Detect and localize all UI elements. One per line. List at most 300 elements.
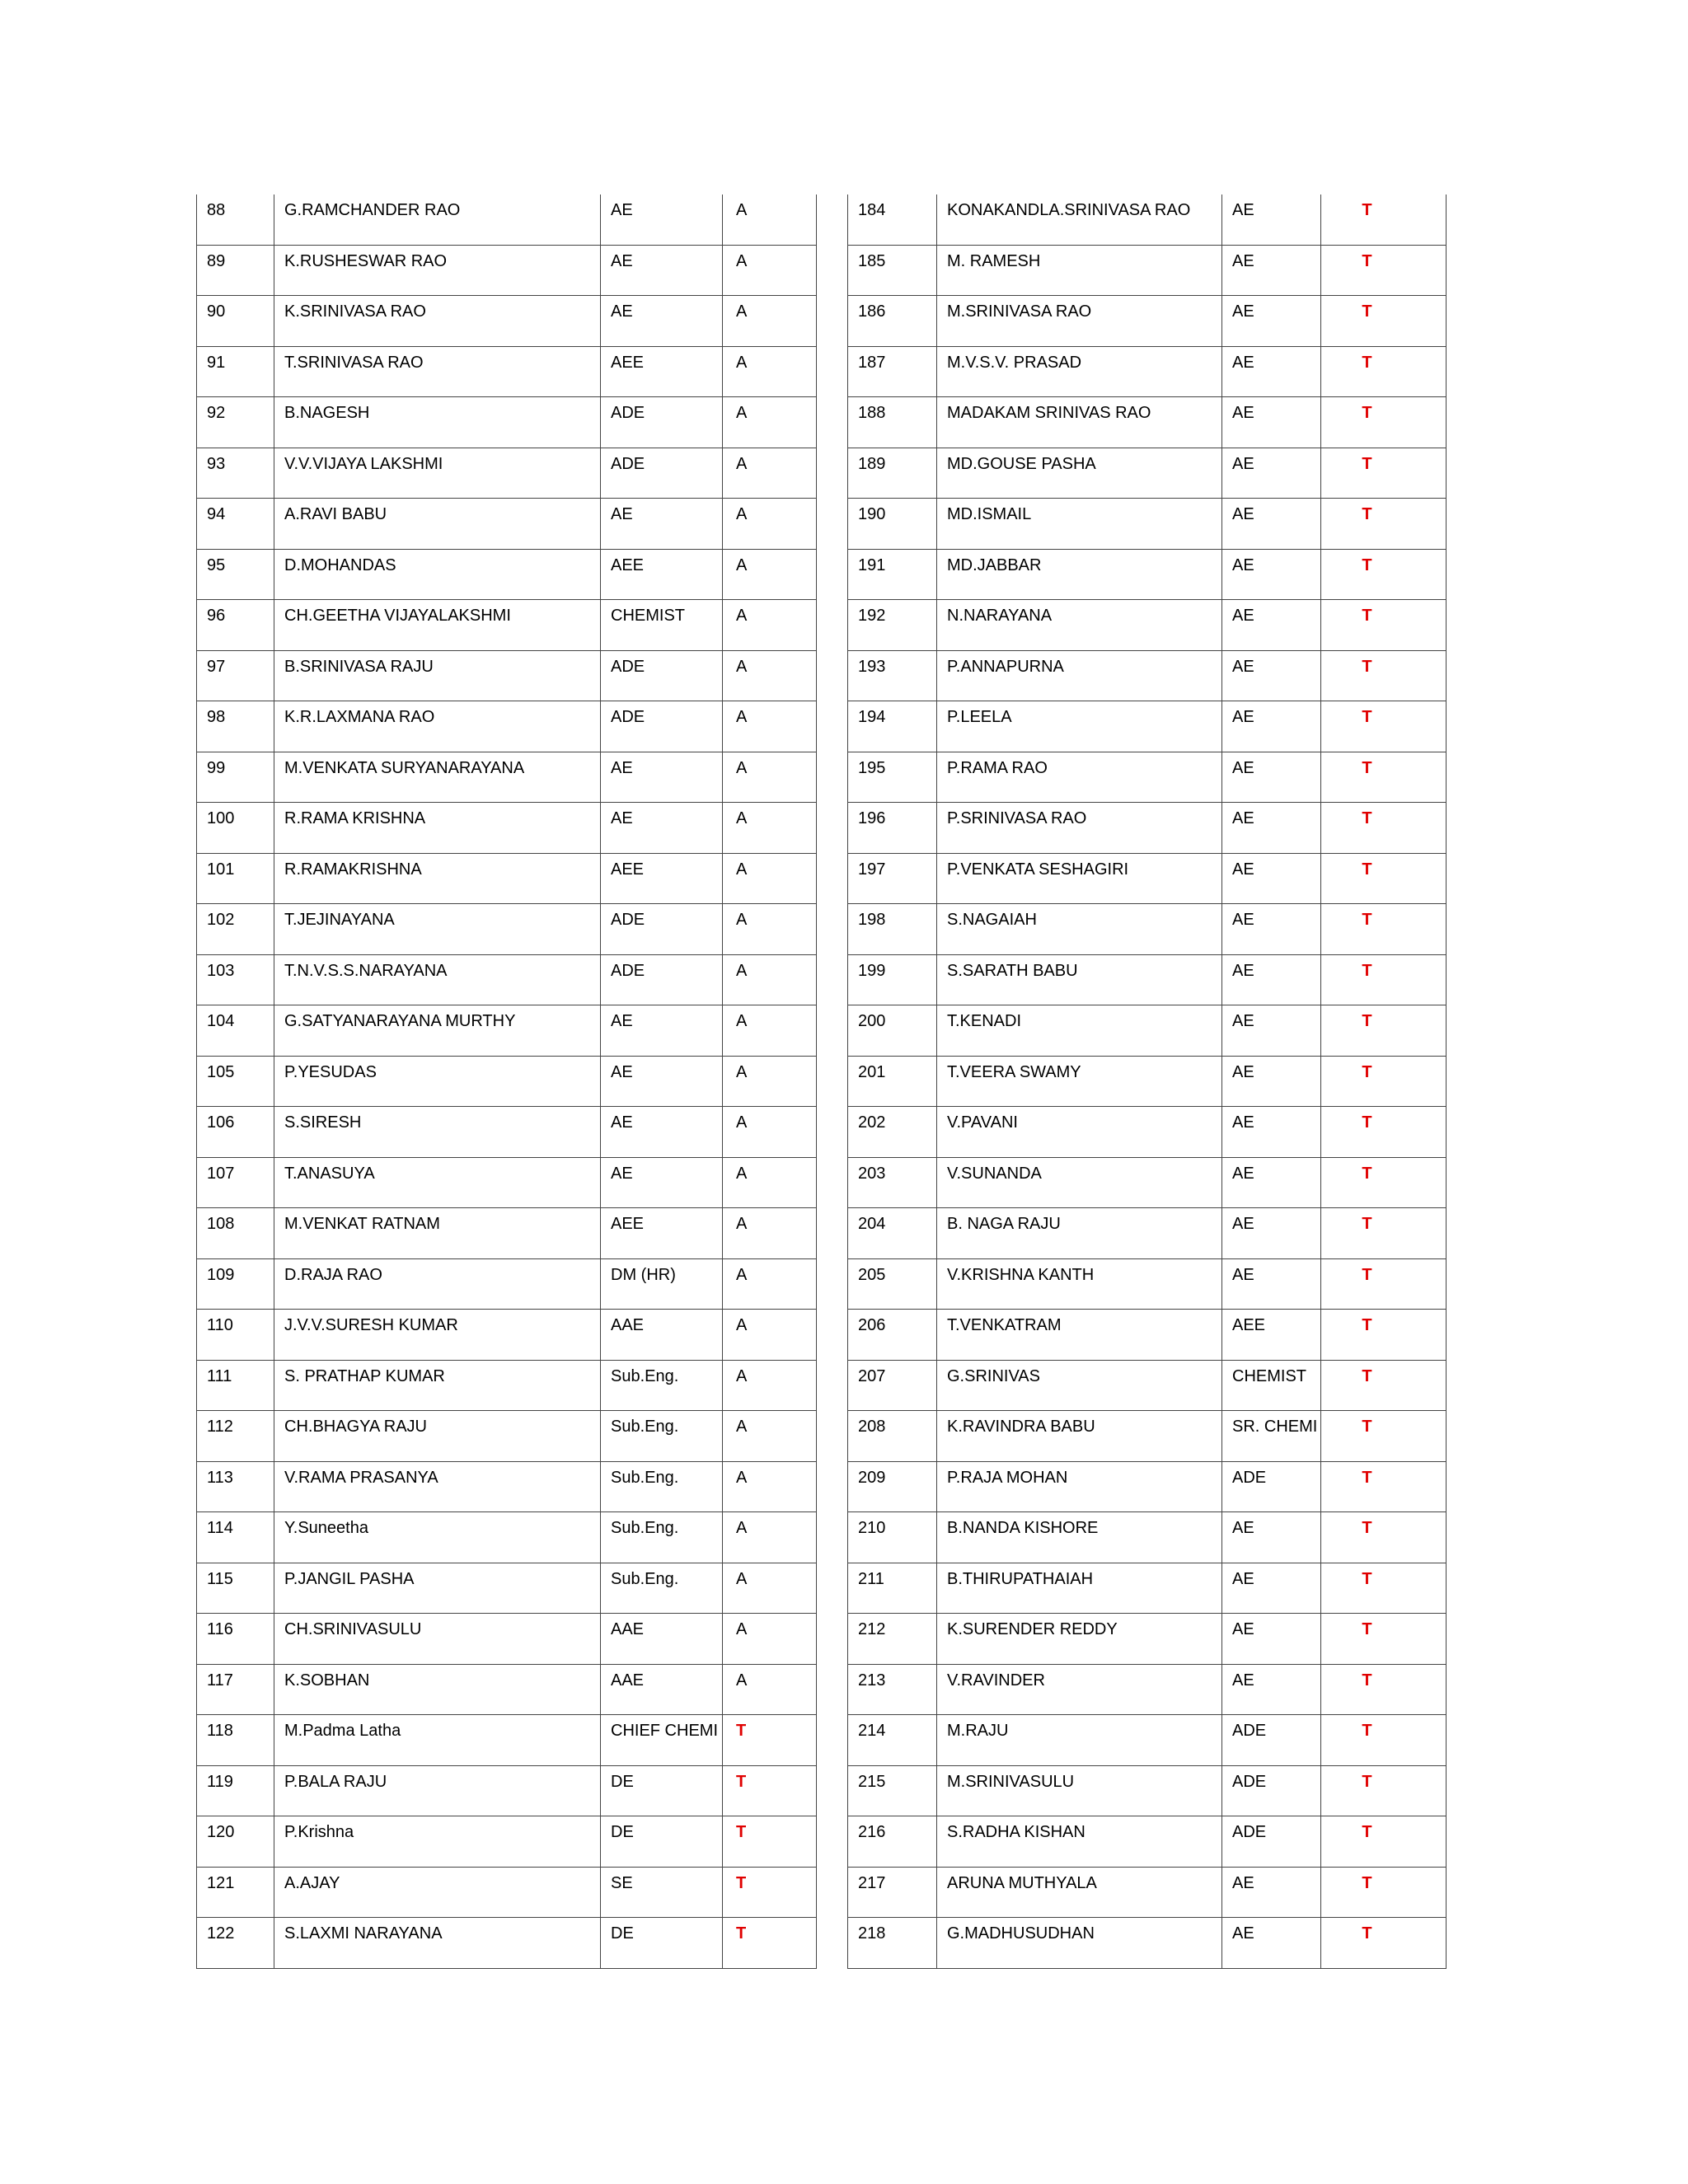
designation-text: AE <box>1232 404 1254 422</box>
serial-number-cell <box>848 650 937 701</box>
status-text: A <box>736 809 748 827</box>
designation-text: AE <box>1232 1164 1254 1183</box>
serial-number-text: 113 <box>207 1468 233 1487</box>
designation-text: AE <box>611 758 633 777</box>
serial-number-text: 89 <box>207 251 226 270</box>
table-row <box>848 296 1447 347</box>
status-text: T <box>1362 758 1372 777</box>
status-cell <box>1321 1005 1447 1057</box>
status-text: A <box>736 708 748 726</box>
table-row <box>197 853 817 904</box>
status-cell <box>1321 549 1447 600</box>
status-text: T <box>1362 1215 1372 1233</box>
employee-name-text: K.RUSHESWAR RAO <box>284 251 448 270</box>
status-cell <box>723 701 817 752</box>
table-row <box>848 803 1447 854</box>
serial-number-text: 114 <box>207 1519 233 1537</box>
employee-name-cell <box>274 1512 601 1563</box>
employee-name-text: R.RAMA KRISHNA <box>284 809 426 827</box>
employee-name-text: V.V.VIJAYA LAKSHMI <box>284 454 443 473</box>
table-row <box>848 1715 1447 1766</box>
status-text: T <box>1362 302 1372 321</box>
designation-text: AE <box>1232 302 1254 321</box>
serial-number-cell <box>848 549 937 600</box>
employee-name-cell <box>937 1056 1222 1107</box>
designation-text: ADE <box>611 911 645 929</box>
designation-text: AE <box>1232 1671 1254 1690</box>
right-roster-body <box>848 194 1447 1968</box>
designation-text: AE <box>611 809 633 827</box>
table-row <box>848 346 1447 397</box>
serial-number-text: 111 <box>207 1366 232 1385</box>
serial-number-text: 118 <box>207 1722 233 1740</box>
employee-name-cell <box>937 1918 1222 1969</box>
status-cell <box>723 904 817 955</box>
status-text: T <box>1362 1519 1372 1537</box>
designation-text: Sub.Eng. <box>611 1519 679 1537</box>
status-cell <box>723 1360 817 1411</box>
status-cell <box>1321 752 1447 803</box>
designation-cell <box>1222 1867 1321 1918</box>
employee-name-cell <box>274 1715 601 1766</box>
status-text: T <box>1362 1164 1372 1183</box>
status-cell <box>1321 1563 1447 1614</box>
employee-name-text: A.RAVI BABU <box>284 505 387 523</box>
serial-number-cell <box>197 194 274 245</box>
employee-name-text: G.MADHUSUDHAN <box>947 1924 1095 1943</box>
serial-number-text: 116 <box>207 1620 233 1638</box>
employee-name-text: S.RADHA KISHAN <box>947 1823 1085 1841</box>
designation-cell <box>1222 803 1321 854</box>
employee-name-cell <box>274 954 601 1005</box>
employee-name-cell <box>937 1614 1222 1665</box>
designation-cell <box>601 650 723 701</box>
serial-number-text: 121 <box>207 1873 235 1892</box>
designation-text: AE <box>1232 758 1254 777</box>
status-cell <box>1321 1918 1447 1969</box>
table-row <box>197 1765 817 1816</box>
designation-text: ADE <box>611 404 645 422</box>
employee-name-cell <box>937 194 1222 245</box>
serial-number-cell <box>848 904 937 955</box>
designation-cell <box>601 1461 723 1512</box>
status-text: A <box>736 454 748 473</box>
serial-number-text: 104 <box>207 1012 235 1030</box>
serial-number-cell <box>848 194 937 245</box>
serial-number-cell <box>848 1715 937 1766</box>
employee-name-cell <box>274 1563 601 1614</box>
employee-name-cell <box>937 1258 1222 1310</box>
employee-name-cell <box>937 1461 1222 1512</box>
table-row <box>197 1107 817 1158</box>
serial-number-text: 201 <box>858 1062 886 1081</box>
serial-number-text: 195 <box>858 758 886 777</box>
status-text: T <box>736 1873 747 1892</box>
serial-number-text: 216 <box>858 1823 886 1841</box>
status-cell <box>723 600 817 651</box>
status-text: A <box>736 607 748 625</box>
employee-name-cell <box>274 1461 601 1512</box>
status-cell <box>723 752 817 803</box>
status-cell <box>1321 954 1447 1005</box>
status-cell <box>723 1563 817 1614</box>
serial-number-text: 200 <box>858 1012 886 1030</box>
table-row <box>848 1056 1447 1107</box>
employee-name-cell <box>274 1867 601 1918</box>
designation-text: AE <box>1232 657 1254 676</box>
employee-name-text: P.LEELA <box>947 708 1012 726</box>
status-text: A <box>736 1620 748 1638</box>
status-text: T <box>1362 1772 1372 1791</box>
status-cell <box>1321 1157 1447 1208</box>
serial-number-text: 188 <box>858 404 886 422</box>
status-text: T <box>1362 1671 1372 1690</box>
serial-number-text: 91 <box>207 353 226 372</box>
status-cell <box>1321 1107 1447 1158</box>
status-cell <box>1321 1664 1447 1715</box>
employee-name-text: A.AJAY <box>284 1873 340 1892</box>
serial-number-cell <box>197 1310 274 1361</box>
designation-text: AE <box>1232 505 1254 523</box>
designation-text: AEE <box>1232 1316 1266 1334</box>
table-row <box>848 194 1447 245</box>
designation-text: DE <box>611 1772 634 1791</box>
serial-number-text: 102 <box>207 911 235 929</box>
designation-cell <box>1222 1208 1321 1259</box>
designation-cell <box>1222 954 1321 1005</box>
serial-number-cell <box>197 600 274 651</box>
designation-cell <box>601 853 723 904</box>
designation-cell <box>601 1258 723 1310</box>
table-row <box>197 1867 817 1918</box>
table-row <box>197 1005 817 1057</box>
designation-cell <box>1222 499 1321 550</box>
employee-name-cell <box>937 904 1222 955</box>
employee-name-cell <box>274 397 601 448</box>
employee-name-text: T.KENADI <box>947 1012 1022 1030</box>
status-text: A <box>736 1569 748 1588</box>
serial-number-cell <box>848 701 937 752</box>
employee-name-text: MD.ISMAIL <box>947 505 1032 523</box>
status-text: T <box>1362 1316 1372 1334</box>
employee-name-cell <box>274 1157 601 1208</box>
status-cell <box>1321 1360 1447 1411</box>
serial-number-cell <box>197 397 274 448</box>
table-row <box>848 1360 1447 1411</box>
serial-number-cell <box>197 752 274 803</box>
serial-number-text: 191 <box>858 555 886 574</box>
serial-number-cell <box>848 1310 937 1361</box>
employee-name-cell <box>274 245 601 296</box>
status-cell <box>1321 296 1447 347</box>
serial-number-cell <box>848 1867 937 1918</box>
table-row <box>197 296 817 347</box>
employee-name-text: V.KRISHNA KANTH <box>947 1265 1095 1284</box>
employee-name-cell <box>274 296 601 347</box>
status-text: T <box>1362 607 1372 625</box>
designation-text: ADE <box>611 708 645 726</box>
employee-name-cell <box>274 499 601 550</box>
designation-text: AE <box>611 251 633 270</box>
serial-number-text: 197 <box>858 860 886 879</box>
designation-text: ADE <box>611 454 645 473</box>
table-row <box>197 650 817 701</box>
status-text: T <box>1362 809 1372 827</box>
status-cell <box>1321 397 1447 448</box>
status-text: T <box>1362 1265 1372 1284</box>
status-text: A <box>736 201 748 219</box>
status-text: T <box>1362 657 1372 676</box>
designation-text: ADE <box>1232 1772 1267 1791</box>
serial-number-text: 189 <box>858 454 886 473</box>
employee-name-cell <box>937 1107 1222 1158</box>
employee-name-cell <box>274 701 601 752</box>
serial-number-cell <box>848 346 937 397</box>
designation-cell <box>1222 1765 1321 1816</box>
designation-text: AE <box>1232 555 1254 574</box>
designation-cell <box>1222 1056 1321 1107</box>
employee-name-cell <box>937 1411 1222 1462</box>
designation-cell <box>1222 752 1321 803</box>
status-cell <box>1321 1512 1447 1563</box>
employee-name-cell <box>274 346 601 397</box>
table-row <box>848 1258 1447 1310</box>
employee-name-cell <box>937 1310 1222 1361</box>
employee-name-text: K.R.LAXMANA RAO <box>284 708 435 726</box>
employee-name-text: P.BALA RAJU <box>284 1772 387 1791</box>
table-row <box>197 1208 817 1259</box>
table-row <box>197 448 817 499</box>
status-text: T <box>1362 1823 1372 1841</box>
designation-text: AAE <box>611 1671 645 1690</box>
status-cell <box>723 1056 817 1107</box>
table-row <box>197 245 817 296</box>
status-text: T <box>736 1722 747 1740</box>
serial-number-cell <box>197 650 274 701</box>
employee-name-text: T.VEERA SWAMY <box>947 1062 1081 1081</box>
serial-number-text: 105 <box>207 1062 235 1081</box>
employee-name-cell <box>274 904 601 955</box>
designation-cell <box>601 1411 723 1462</box>
serial-number-cell <box>197 1664 274 1715</box>
status-cell <box>1321 1208 1447 1259</box>
serial-number-text: 94 <box>207 505 226 523</box>
designation-cell <box>601 1816 723 1868</box>
employee-name-text: G.SATYANARAYANA MURTHY <box>284 1012 516 1030</box>
designation-text: SE <box>611 1873 633 1892</box>
status-cell <box>723 549 817 600</box>
table-row <box>848 752 1447 803</box>
serial-number-cell <box>197 1107 274 1158</box>
designation-cell <box>601 1715 723 1766</box>
designation-text: CHEMIST <box>611 607 685 625</box>
serial-number-cell <box>197 245 274 296</box>
employee-name-text: V.RAMA PRASANYA <box>284 1468 438 1487</box>
designation-cell <box>1222 1310 1321 1361</box>
designation-cell <box>601 1664 723 1715</box>
table-row <box>197 1816 817 1868</box>
status-text: T <box>1362 860 1372 879</box>
serial-number-cell <box>197 1461 274 1512</box>
employee-name-cell <box>937 650 1222 701</box>
status-cell <box>723 397 817 448</box>
serial-number-text: 103 <box>207 961 235 980</box>
serial-number-cell <box>848 1765 937 1816</box>
serial-number-text: 110 <box>207 1316 233 1334</box>
employee-name-text: M.VENKAT RATNAM <box>284 1215 440 1233</box>
designation-text: CHIEF CHEMI <box>611 1722 718 1740</box>
employee-name-cell <box>937 853 1222 904</box>
serial-number-text: 187 <box>858 353 886 372</box>
table-row <box>197 600 817 651</box>
employee-name-cell <box>937 1715 1222 1766</box>
status-text: T <box>1362 1873 1372 1892</box>
employee-name-text: P.SRINIVASA RAO <box>947 809 1087 827</box>
status-cell <box>723 194 817 245</box>
employee-name-cell <box>937 1867 1222 1918</box>
employee-name-cell <box>274 752 601 803</box>
designation-text: AAE <box>611 1316 645 1334</box>
serial-number-cell <box>848 803 937 854</box>
status-text: T <box>1362 1569 1372 1588</box>
employee-name-cell <box>937 1563 1222 1614</box>
serial-number-text: 106 <box>207 1113 235 1132</box>
employee-name-text: V.PAVANI <box>947 1113 1018 1132</box>
designation-text: AE <box>1232 961 1254 980</box>
designation-cell <box>1222 1411 1321 1462</box>
table-row <box>197 1310 817 1361</box>
status-cell <box>723 853 817 904</box>
serial-number-text: 193 <box>858 657 886 676</box>
employee-name-text: T.VENKATRAM <box>947 1316 1062 1334</box>
employee-name-text: CH.BHAGYA RAJU <box>284 1418 427 1436</box>
designation-cell <box>1222 1563 1321 1614</box>
employee-name-text: S.NAGAIAH <box>947 911 1037 929</box>
employee-name-cell <box>274 650 601 701</box>
designation-text: DM (HR) <box>611 1265 676 1284</box>
status-text: A <box>736 555 748 574</box>
status-cell <box>1321 1765 1447 1816</box>
employee-name-text: CH.SRINIVASULU <box>284 1620 422 1638</box>
employee-name-cell <box>937 397 1222 448</box>
status-text: A <box>736 1468 748 1487</box>
serial-number-cell <box>197 1208 274 1259</box>
serial-number-cell <box>848 397 937 448</box>
serial-number-text: 196 <box>858 809 886 827</box>
employee-name-text: T.JEJINAYANA <box>284 911 395 929</box>
designation-cell <box>1222 1918 1321 1969</box>
employee-name-cell <box>274 1411 601 1462</box>
designation-cell <box>1222 1107 1321 1158</box>
designation-cell <box>1222 1461 1321 1512</box>
designation-cell <box>601 1107 723 1158</box>
designation-text: AE <box>1232 454 1254 473</box>
serial-number-cell <box>848 1614 937 1665</box>
status-cell <box>723 1512 817 1563</box>
status-cell <box>723 1208 817 1259</box>
table-row <box>197 1258 817 1310</box>
serial-number-cell <box>848 1918 937 1969</box>
employee-name-text: M.RAJU <box>947 1722 1009 1740</box>
employee-name-cell <box>274 1258 601 1310</box>
status-cell <box>1321 1816 1447 1868</box>
designation-cell <box>601 701 723 752</box>
status-cell <box>723 650 817 701</box>
employee-name-cell <box>274 1208 601 1259</box>
status-cell <box>723 1918 817 1969</box>
status-text: T <box>1362 1062 1372 1081</box>
status-cell <box>723 1715 817 1766</box>
serial-number-cell <box>848 600 937 651</box>
designation-text: ADE <box>1232 1722 1267 1740</box>
table-row <box>848 904 1447 955</box>
serial-number-text: 119 <box>207 1772 233 1791</box>
employee-name-text: KONAKANDLA.SRINIVASA RAO <box>947 201 1191 219</box>
employee-name-cell <box>937 296 1222 347</box>
serial-number-text: 215 <box>858 1772 886 1791</box>
designation-cell <box>601 1614 723 1665</box>
serial-number-cell <box>197 346 274 397</box>
employee-name-cell <box>937 1816 1222 1868</box>
designation-cell <box>601 448 723 499</box>
designation-text: SR. CHEMI <box>1232 1418 1318 1436</box>
status-text: T <box>1362 201 1372 219</box>
serial-number-cell <box>848 1512 937 1563</box>
table-row <box>848 1765 1447 1816</box>
designation-text: AE <box>611 1164 633 1183</box>
serial-number-text: 207 <box>858 1366 886 1385</box>
employee-name-text: M.VENKATA SURYANARAYANA <box>284 758 525 777</box>
designation-cell <box>1222 853 1321 904</box>
designation-cell <box>1222 1614 1321 1665</box>
employee-name-text: V.SUNANDA <box>947 1164 1042 1183</box>
designation-text: Sub.Eng. <box>611 1366 679 1385</box>
employee-name-text: G.SRINIVAS <box>947 1366 1040 1385</box>
status-cell <box>1321 1461 1447 1512</box>
serial-number-cell <box>197 1918 274 1969</box>
status-text: T <box>1362 454 1372 473</box>
designation-cell <box>1222 650 1321 701</box>
designation-cell <box>601 1867 723 1918</box>
serial-number-cell <box>848 1157 937 1208</box>
employee-name-text: P.RAJA MOHAN <box>947 1468 1068 1487</box>
table-row <box>848 1005 1447 1057</box>
serial-number-text: 205 <box>858 1265 886 1284</box>
table-row <box>197 346 817 397</box>
designation-cell <box>601 549 723 600</box>
designation-cell <box>601 1360 723 1411</box>
status-cell <box>1321 650 1447 701</box>
table-row <box>848 1310 1447 1361</box>
status-cell <box>1321 1867 1447 1918</box>
employee-name-text: P.YESUDAS <box>284 1062 377 1081</box>
serial-number-text: 198 <box>858 911 886 929</box>
designation-cell <box>1222 245 1321 296</box>
status-text: A <box>736 302 748 321</box>
designation-cell <box>601 1005 723 1057</box>
designation-text: AE <box>1232 607 1254 625</box>
designation-text: AEE <box>611 1215 645 1233</box>
employee-name-cell <box>274 1005 601 1057</box>
serial-number-text: 108 <box>207 1215 235 1233</box>
employee-name-cell <box>274 1614 601 1665</box>
employee-name-text: MADAKAM SRINIVAS RAO <box>947 404 1151 422</box>
serial-number-cell <box>197 853 274 904</box>
table-row <box>848 600 1447 651</box>
serial-number-text: 186 <box>858 302 886 321</box>
table-row <box>848 1614 1447 1665</box>
serial-number-text: 208 <box>858 1418 886 1436</box>
